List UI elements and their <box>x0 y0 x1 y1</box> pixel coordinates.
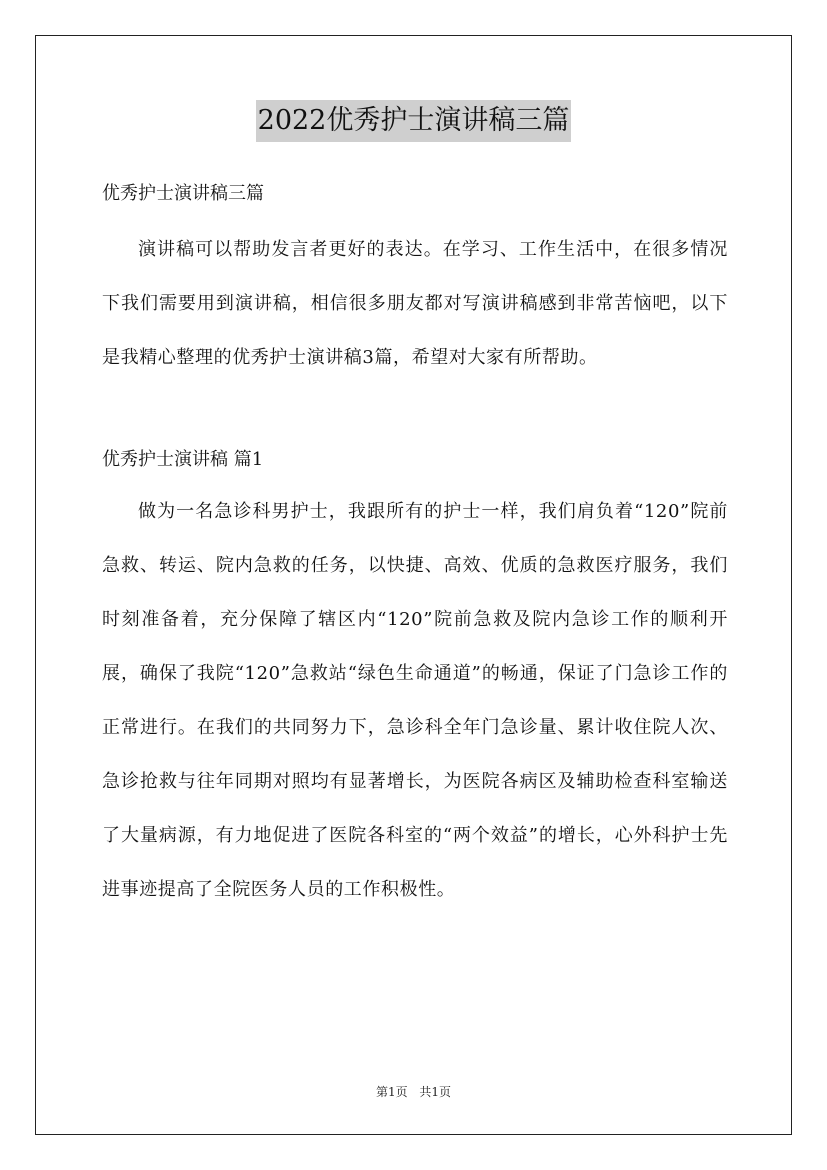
section-1-paragraph: 做为一名急诊科男护士，我跟所有的护士一样，我们肩负着“120”院前急救、转运、院内急救的任务，以快捷、高效、优质的急救医疗服务，我们时刻准备着，充分保障了辖区内“120”院前急救及院内急诊工作的顺利开展，确保了我院“120”急救站“绿色生命通道”的畅通，保证了门急诊工作的正常进行。在我们的共同努力下，急诊科全年门急诊量、累计收住院人次、急诊抢救与往年同期对照均有显著增长，为医院各病区及辅助检查科室输送了大量病源，有力地促进了医院各科室的“两个效益”的增长，心外科护士先进事迹提高了全院医务人员的工作积极性。 <box>102 501 728 900</box>
section-1-heading: 优秀护士演讲稿 篇1 <box>102 449 264 470</box>
subtitle-heading: 优秀护士演讲稿三篇 <box>102 183 264 204</box>
section-spacer <box>102 385 728 437</box>
page-number-current: 第1页 <box>375 1085 408 1099</box>
page-number-total: 共1页 <box>419 1085 452 1099</box>
document-body <box>102 171 728 917</box>
document-title: 2022优秀护士演讲稿三篇 <box>256 100 572 142</box>
intro-paragraph: 演讲稿可以帮助发言者更好的表达。在学习、工作生活中，在很多情况下我们需要用到演讲稿，相信很多朋友都对写演讲稿感到非常苦恼吧，以下是我精心整理的优秀护士演讲稿3篇，希望对大家有所帮助。 <box>102 239 728 368</box>
page-footer <box>0 1084 827 1100</box>
title-container <box>0 100 827 142</box>
